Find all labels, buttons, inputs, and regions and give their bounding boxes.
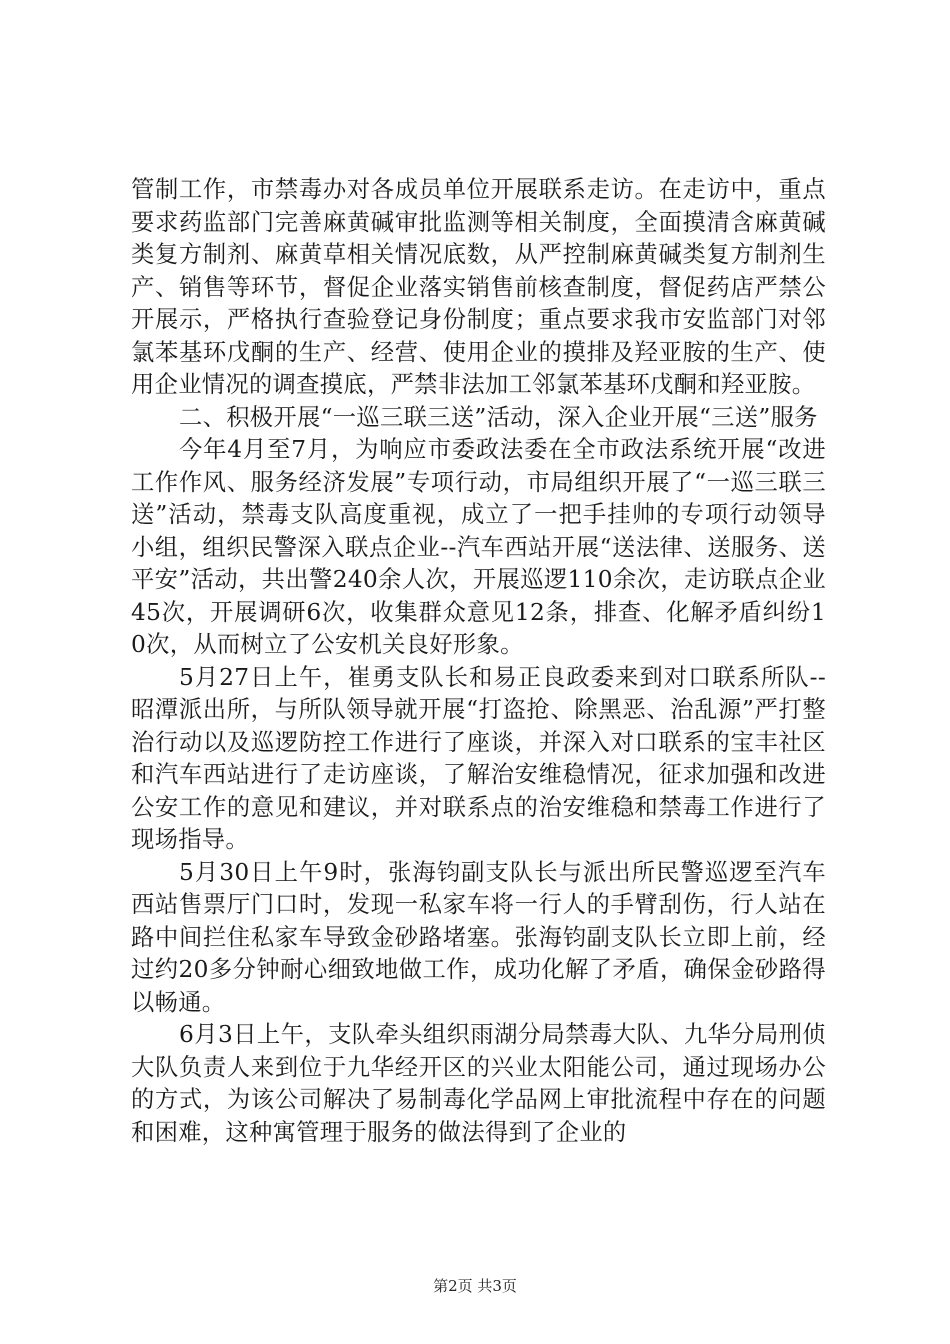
paragraph-campaign: 今年4月至7月，为响应市委政法委在全市政法系统开展“改进工作作风、服务经济发展”专项行动，市局组织开展了“一巡三联三送”活动，禁毒支队高度重视，成立了一把手挂帅的专项行动领导小组，组织民警深入联点企业--汽车西站开展“送法律、送服务、送平安”活动，共出警240余人次，开展巡逻110余次，走访联点企业45次，开展调研6次，收集群众意见12条，排查、化解矛盾纠纷10次，从而树立了公安机关良好形象。 (131, 436, 826, 658)
paragraph-may-27: 5月27日上午，崔勇支队长和易正良政委来到对口联系所队--昭潭派出所，与所队领导就开展“打盗抢、除黑恶、治乱源”严打整治行动以及巡逻防控工作进行了座谈，并深入对口联系的宝丰社区和汽车西站进行了走访座谈，了解治安维稳情况，征求加强和改进公安工作的意见和建议，并对联系点的治安维稳和禁毒工作进行了现场指导。 (131, 663, 826, 853)
paragraph-may-30: 5月30日上午9时，张海钧副支队长与派出所民警巡逻至汽车西站售票厅门口时，发现一私家车将一行人的手臂刮伤，行人站在路中间拦住私家车导致金砂路堵塞。张海钧副支队长立即上前，经过约20多分钟耐心细致地做工作，成功化解了矛盾，确保金砂路得以畅通。 (131, 858, 826, 1016)
paragraph-june-3: 6月3日上午，支队牵头组织雨湖分局禁毒大队、九华分局刑侦大队负责人来到位于九华经开区的兴业太阳能公司，通过现场办公的方式，为该公司解决了易制毒化学品网上审批流程中存在的问题和困难，这种寓管理于服务的做法得到了企业的 (131, 1021, 826, 1146)
document-body (131, 174, 826, 1149)
page-number-footer: 第2页 共3页 (433, 1277, 517, 1295)
paragraph-control-work: 管制工作，市禁毒办对各成员单位开展联系走访。在走访中，重点要求药监部门完善麻黄碱审批监测等相关制度，全面摸清含麻黄碱类复方制剂、麻黄草相关情况底数，从严控制麻黄碱类复方制剂生产、销售等环节，督促企业落实销售前核查制度，督促药店严禁公开展示，严格执行查验登记身份制度；重点要求我市安监部门对邻氯苯基环戊酮的生产、经营、使用企业的摸排及羟亚胺的生产、使用企业情况的调查摸底，严禁非法加工邻氯苯基环戊酮和羟亚胺。 (131, 176, 826, 398)
section-heading-two: 二、积极开展“一巡三联三送”活动，深入企业开展“三送”服务 (179, 403, 818, 431)
